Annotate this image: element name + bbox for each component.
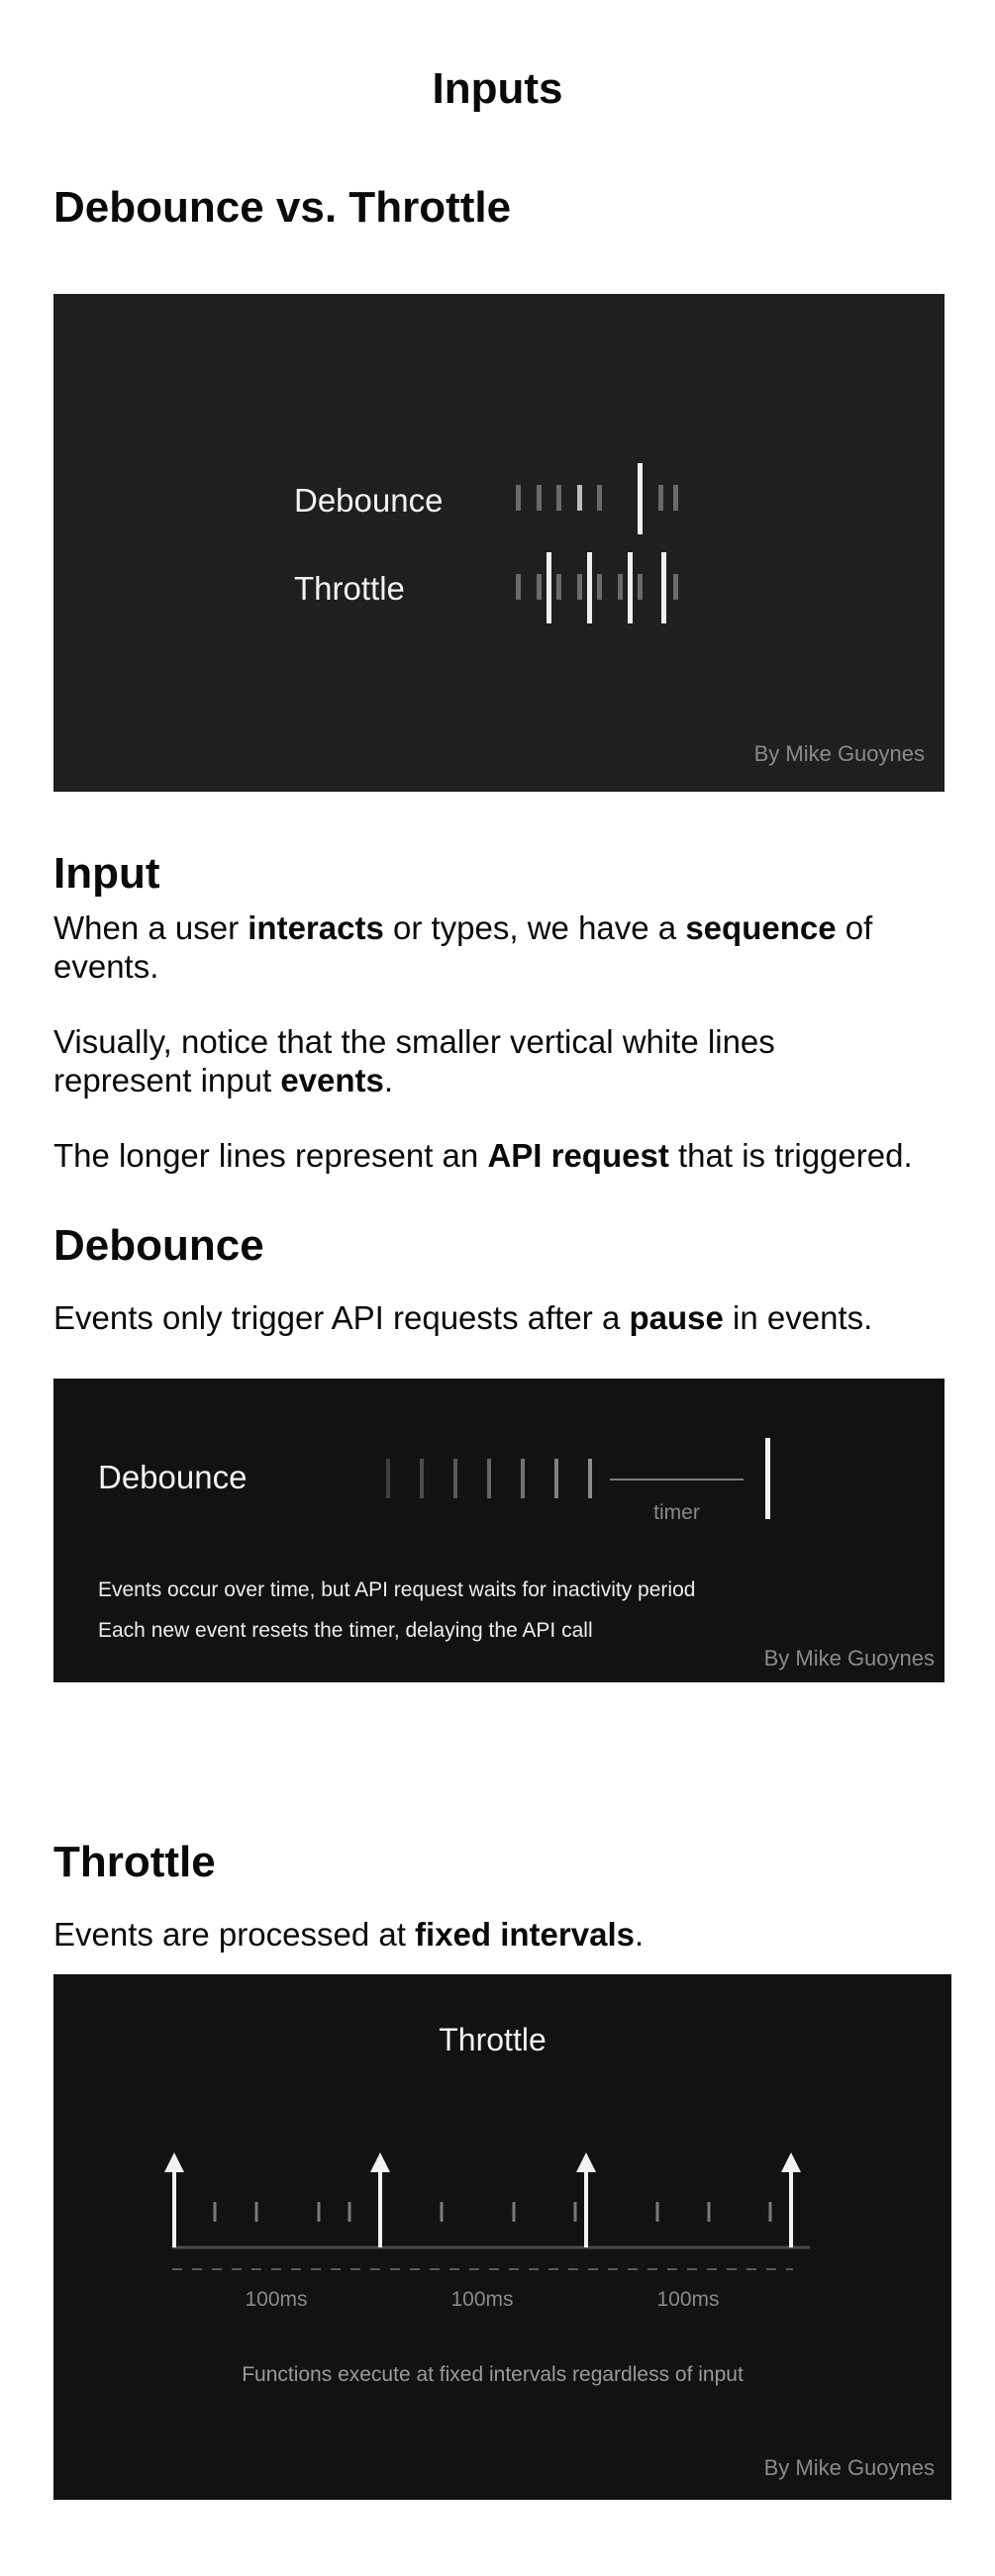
- hero-throttle-event-tick: [577, 574, 582, 600]
- hero-diagram: [53, 294, 945, 792]
- hero-throttle-event-tick: [537, 574, 542, 600]
- hero-debounce-api-tick: [638, 463, 643, 534]
- debounce-paragraph: Events only trigger API requests after a pause in events.: [53, 1299, 873, 1336]
- hero-debounce-event-tick: [673, 485, 678, 511]
- page-title: Inputs: [432, 64, 563, 113]
- throttle-diagram-title: Throttle: [439, 2022, 547, 2057]
- debounce-event-tick: [453, 1459, 457, 1498]
- debounce-event-tick: [420, 1459, 424, 1498]
- throttle-interval-label: 100ms: [245, 2288, 308, 2311]
- throttle-api-arrows: [164, 2152, 801, 2247]
- hero-throttle-label: Throttle: [294, 570, 405, 607]
- hero-throttle-event-tick: [638, 574, 643, 600]
- hero-throttle-api-tick: [547, 552, 551, 623]
- throttle-diagram: [53, 1974, 951, 2500]
- debounce-heading: Debounce: [53, 1221, 264, 1270]
- debounce-event-tick: [554, 1459, 558, 1498]
- debounce-note-2: Each new event resets the timer, delaying the API call: [98, 1619, 593, 1642]
- debounce-event-tick: [521, 1459, 525, 1498]
- throttle-event-ticks: [215, 2202, 770, 2222]
- input-paragraph-2: Visually, notice that the smaller vertical white lines represent input events.: [53, 1023, 775, 1098]
- hero-throttle-event-tick: [673, 574, 678, 600]
- hero-throttle-api-tick: [628, 552, 633, 623]
- hero-debounce-event-tick: [556, 485, 561, 511]
- input-heading: Input: [53, 849, 160, 898]
- hero-throttle-event-tick: [618, 574, 623, 600]
- input-paragraph-1: When a user interacts or types, we have a sequence of events.: [53, 909, 873, 985]
- throttle-interval-label: 100ms: [450, 2288, 514, 2311]
- input-paragraph-3: The longer lines represent an API request that is triggered.: [53, 1137, 913, 1174]
- debounce-event-tick: [588, 1459, 592, 1498]
- hero-credit: By Mike Guoynes: [753, 741, 925, 766]
- throttle-paragraph: Events are processed at fixed intervals.: [53, 1916, 645, 1953]
- hero-debounce-event-tick: [658, 485, 663, 511]
- throttle-api-arrowhead-1: [164, 2152, 184, 2172]
- throttle-api-arrowhead-3: [576, 2152, 596, 2172]
- throttle-timeline: [53, 1974, 951, 2500]
- hero-debounce-event-tick: [597, 485, 602, 511]
- hero-throttle-event-tick: [556, 574, 561, 600]
- debounce-timer-line: [610, 1479, 744, 1480]
- hero-debounce-event-tick: [577, 485, 582, 511]
- debounce-note-1: Events occur over time, but API request waits for inactivity period: [98, 1578, 696, 1601]
- debounce-diagram: [53, 1379, 945, 1682]
- debounce-event-tick: [386, 1459, 390, 1498]
- hero-throttle-event-tick: [597, 574, 602, 600]
- debounce-event-tick: [487, 1459, 491, 1498]
- hero-throttle-api-tick: [661, 552, 666, 623]
- throttle-interval-label: 100ms: [656, 2288, 720, 2311]
- hero-debounce-event-tick: [516, 485, 521, 511]
- debounce-api-tick: [765, 1438, 770, 1519]
- throttle-caption: Functions execute at fixed intervals regardless of input: [242, 2363, 744, 2386]
- debounce-credit: By Mike Guoynes: [763, 1646, 935, 1670]
- debounce-diagram-label: Debounce: [98, 1459, 248, 1495]
- throttle-api-arrowhead-4: [781, 2152, 801, 2172]
- throttle-api-arrowhead-2: [370, 2152, 390, 2172]
- throttle-credit: By Mike Guoynes: [763, 2455, 935, 2480]
- hero-debounce-label: Debounce: [294, 482, 444, 519]
- hero-throttle-event-tick: [516, 574, 521, 600]
- hero-throttle-api-tick: [587, 552, 592, 623]
- article-heading: Debounce vs. Throttle: [53, 183, 512, 232]
- hero-debounce-event-tick: [537, 485, 542, 511]
- throttle-heading: Throttle: [53, 1838, 216, 1886]
- debounce-timer-label: timer: [653, 1501, 700, 1524]
